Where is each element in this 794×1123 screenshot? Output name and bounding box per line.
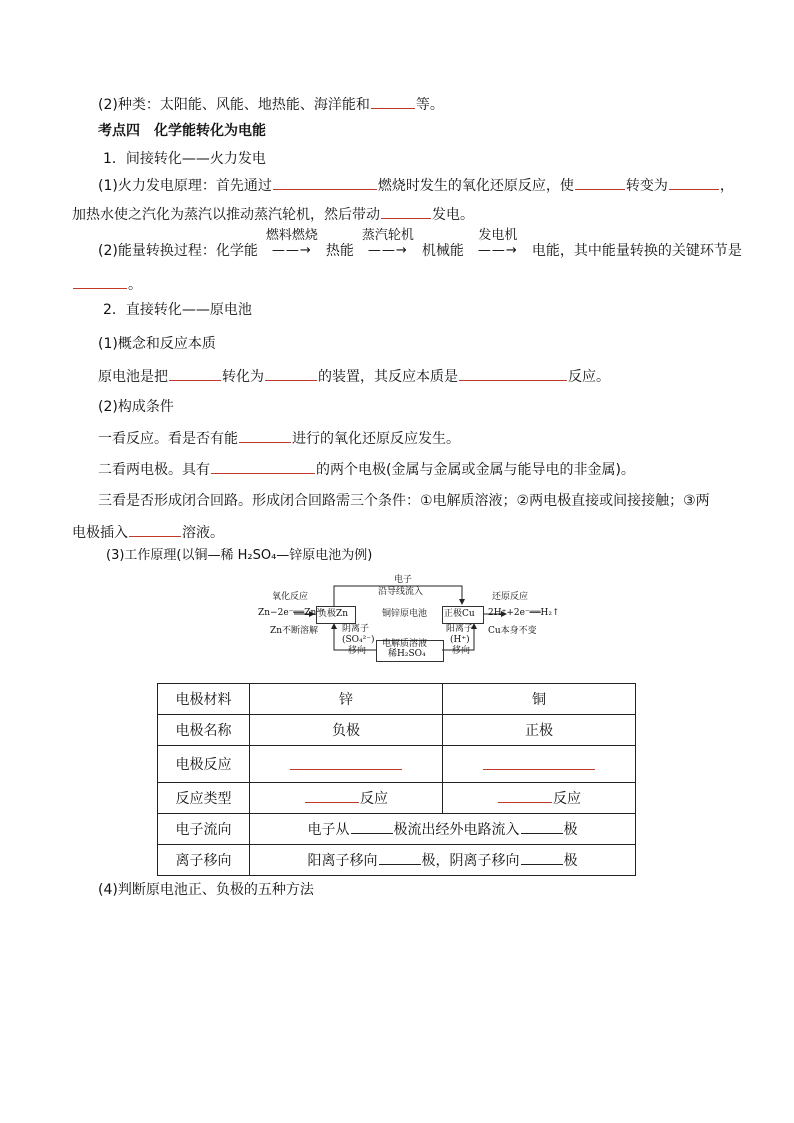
- text: 加热水使之汽化为蒸汽以推动蒸汽轮机，然后带动: [72, 207, 380, 223]
- table-row: [158, 845, 636, 876]
- text: 反应: [359, 791, 388, 807]
- diag-electrolyte: 电解质溶液: [382, 639, 428, 649]
- text: 电能，其中能量转换的关键环节是: [531, 243, 742, 259]
- diag-dilute: 稀H₂SO₄: [388, 649, 426, 659]
- cell-zn: [250, 746, 443, 783]
- arrow-combustion: [258, 228, 326, 261]
- cell-cu: 铜: [442, 684, 635, 715]
- row-header: 电极名称: [158, 715, 250, 746]
- row-header: 离子移向: [158, 845, 250, 876]
- table-row: [158, 746, 636, 783]
- cell-cu: [442, 746, 635, 783]
- five-methods-heading: (4)判断原电池正、负极的五种方法: [98, 882, 314, 898]
- text: 电极插入: [72, 525, 128, 541]
- thermal-principle-line: [98, 175, 734, 196]
- blank-field[interactable]: [73, 274, 127, 289]
- text: 变为: [639, 178, 668, 194]
- diag-move2: 移向: [452, 646, 471, 656]
- text: 电子从: [307, 822, 350, 838]
- text: 一看反应。看是否有能: [98, 431, 238, 447]
- steam-line: [72, 204, 474, 225]
- subheading-indirect: 1．间接转化——火力发电: [103, 151, 266, 167]
- cell-cu: 正极: [442, 715, 635, 746]
- blank-field[interactable]: [379, 850, 421, 865]
- text: 等。: [415, 97, 444, 113]
- table-row: [158, 783, 636, 814]
- diag-move1: 移向: [348, 646, 367, 656]
- diag-cation: 阳离子: [446, 624, 474, 634]
- condition-three-cont: [72, 522, 224, 543]
- text: (2)能量转换过程：化学能: [98, 243, 258, 259]
- row-header: 电极反应: [158, 746, 250, 783]
- conditions-heading: (2)构成条件: [98, 399, 174, 415]
- diag-pos-cu: 正极Cu: [444, 609, 475, 619]
- table-row: [158, 814, 636, 845]
- blank-field[interactable]: [211, 459, 315, 474]
- text: 的装置，其反应本质是: [318, 369, 458, 385]
- arrow-shaft: ——→: [477, 243, 518, 258]
- diag-cu-same: Cu本身不变: [488, 626, 537, 636]
- text: 极，阴离子移向: [421, 853, 520, 869]
- text: 机械能: [421, 243, 464, 259]
- arrow-label: 发电机: [478, 228, 518, 243]
- energy-conversion-line: [98, 228, 742, 261]
- diag-electron: 电子: [394, 575, 413, 585]
- condition-one: [98, 428, 460, 449]
- diag-neg-zn: 负极Zn: [318, 609, 349, 619]
- diag-zn-dissolve: Zn不断溶解: [270, 626, 319, 636]
- text: 反应: [552, 791, 581, 807]
- blank-field[interactable]: [305, 788, 359, 803]
- diag-h-equation: 2H⁺+2e⁻══H₂↑: [488, 608, 560, 618]
- text: ，: [719, 178, 734, 194]
- condition-two: [98, 459, 635, 480]
- text: 二看两电极。具有: [98, 462, 210, 478]
- text: 极流出经外电路流入: [393, 822, 520, 838]
- blank-field[interactable]: [483, 755, 595, 770]
- cell-cu: [442, 783, 635, 814]
- energy-types-line: [98, 94, 444, 115]
- blank-field[interactable]: [669, 175, 719, 190]
- blank-field[interactable]: [381, 204, 431, 219]
- text: 反应。: [568, 369, 610, 385]
- diag-so4: (SO₄²⁻): [342, 635, 375, 645]
- text: 燃烧时发生的氧化还原反应，使: [377, 178, 574, 194]
- blank-field[interactable]: [575, 175, 625, 190]
- blank-field[interactable]: [169, 366, 221, 381]
- text: 阳离子移向: [307, 853, 378, 869]
- blank-field[interactable]: [521, 819, 563, 834]
- arrow-label: 蒸汽轮机: [361, 228, 414, 243]
- text: (2)种类：太阳能、风能、地热能、海洋能和: [98, 97, 370, 113]
- cell-zn: 负极: [250, 715, 443, 746]
- cell-definition-line: [98, 366, 610, 387]
- cell-zn: [250, 783, 443, 814]
- galvanic-cell-table: [157, 683, 636, 876]
- diag-cell: 铜锌原电池: [382, 609, 428, 619]
- concept-heading: (1)概念和反应本质: [98, 336, 216, 352]
- table-row: [158, 684, 636, 715]
- diag-along-wire: 沿导线流入: [378, 587, 424, 597]
- blank-field[interactable]: [273, 175, 377, 190]
- blank-field[interactable]: [239, 428, 291, 443]
- row-header: 电子流向: [158, 814, 250, 845]
- text: 的两个电极(金属与金属或金属与能导电的非金属)。: [316, 462, 635, 478]
- merged-cell: [250, 814, 636, 845]
- table-row: [158, 715, 636, 746]
- subheading-direct: 2．直接转化——原电池: [103, 302, 252, 318]
- blank-field[interactable]: [371, 94, 415, 109]
- row-header: 电极材料: [158, 684, 250, 715]
- section-heading: 考点四 化学能转化为电能: [98, 123, 266, 139]
- blank-field[interactable]: [351, 819, 393, 834]
- arrow-shaft: ——→: [271, 243, 312, 258]
- condition-three: 三看是否形成闭合回路。形成闭合回路需三个条件：①电解质溶液；②两电极直接或间接接触；③两: [98, 493, 710, 509]
- working-principle-heading: (3)工作原理(以铜—稀 H₂SO₄—锌原电池为例): [106, 548, 373, 563]
- key-link-line: [72, 274, 142, 295]
- text: 发电。: [432, 207, 474, 223]
- blank-field[interactable]: [459, 366, 567, 381]
- text: 热能: [325, 243, 354, 259]
- text: 极: [563, 853, 578, 869]
- diag-reduction: 还原反应: [492, 592, 529, 602]
- text: 转: [625, 178, 640, 194]
- diag-anion: 阴离子: [342, 624, 370, 634]
- blank-field[interactable]: [521, 850, 563, 865]
- row-header: 反应类型: [158, 783, 250, 814]
- text: 极: [563, 822, 578, 838]
- text: 进行的氧化还原反应发生。: [292, 431, 460, 447]
- text: 。: [128, 277, 142, 293]
- blank-field[interactable]: [129, 522, 181, 537]
- text: 溶液。: [182, 525, 224, 541]
- galvanic-cell-diagram: [256, 572, 566, 660]
- arrow-label: 燃料燃烧: [265, 228, 318, 243]
- blank-field[interactable]: [290, 755, 402, 770]
- merged-cell: [250, 845, 636, 876]
- arrow-turbine: [354, 228, 422, 261]
- diag-zn-equation: Zn−2e⁻══Zn²⁺: [258, 608, 325, 618]
- blank-field[interactable]: [265, 366, 317, 381]
- arrow-shaft: ——→: [367, 243, 408, 258]
- cell-zn: 锌: [250, 684, 443, 715]
- blank-field[interactable]: [498, 788, 552, 803]
- text: 原电池是把: [98, 369, 168, 385]
- diag-oxidation: 氧化反应: [272, 592, 309, 602]
- diag-h: (H⁺): [450, 635, 470, 645]
- arrow-generator: [464, 228, 532, 261]
- text: (1)火力发电原理：首先通过: [98, 178, 272, 194]
- text: 转化为: [222, 369, 264, 385]
